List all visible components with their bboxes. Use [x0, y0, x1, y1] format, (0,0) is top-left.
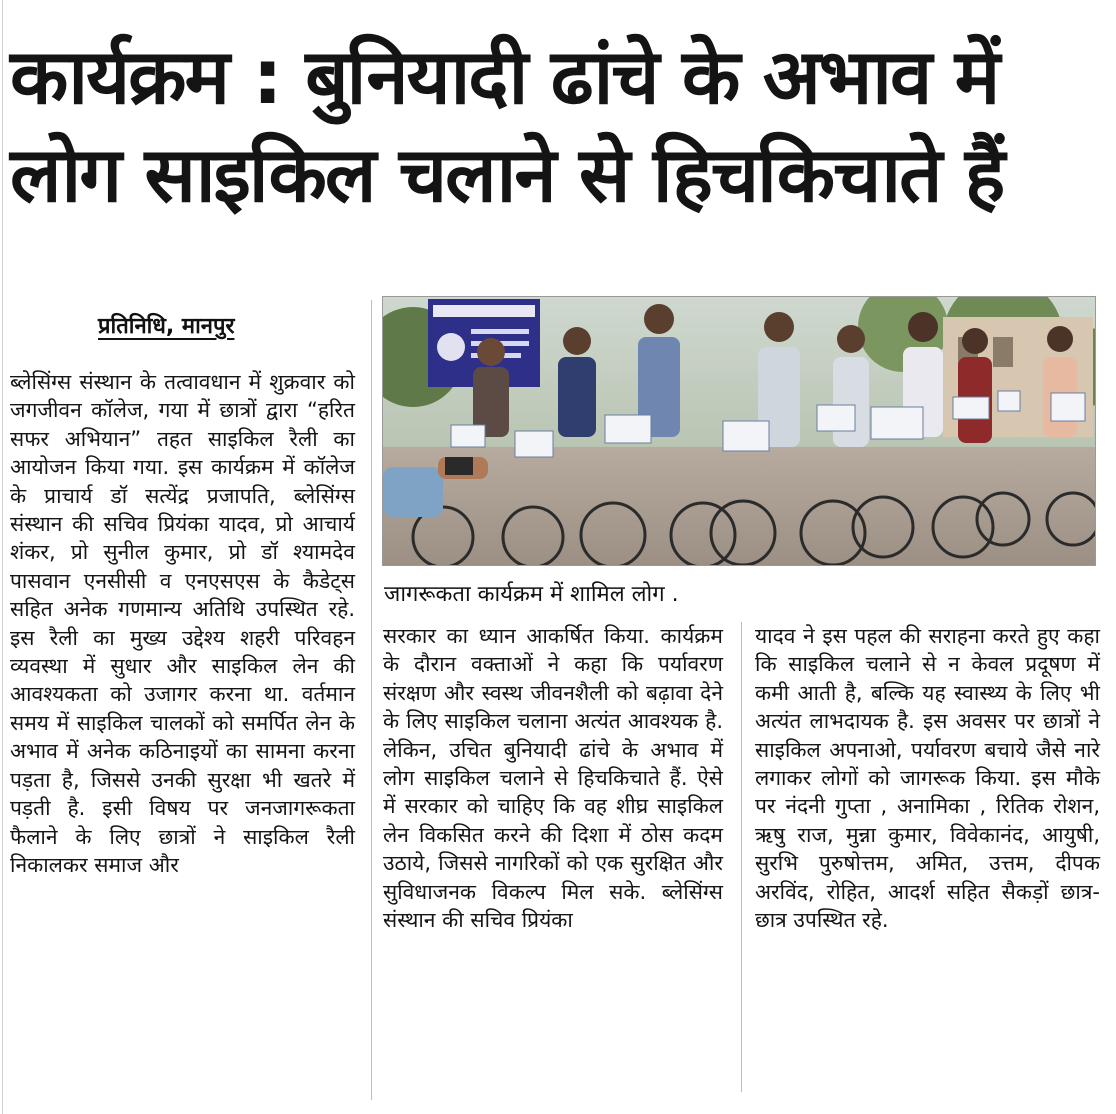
photo-caption: जागरूकता कार्यक्रम में शामिल लोग . [384, 582, 679, 607]
article-column-2: सरकार का ध्यान आकर्षित किया. कार्यक्रम के दौरान वक्ताओं ने कहा कि पर्यावरण संरक्षण और स्वस्थ जीवनशैली को बढ़ावा देने के लिए साइकिल चलाना अत्यंत आवश्यक है. लेकिन, उचित बुनियादी ढांचे के अभाव में लोग साइकिल चलाने से हिचकिचाते हैं. ऐसे में सरकार को चाहिए कि वह शीघ्र साइकिल लेन विकसित करने की दिशा में ठोस कदम उठाये, जिससे नागरिकों को एक सुरक्षित और सुविधाजनक विकल्प मिल सके. ब्लेसिंग्स संस्थान की सचिव प्रियंका [383, 624, 723, 933]
column-divider-2 [741, 622, 742, 1092]
article-column-3: यादव ने इस पहल की सराहना करते हुए कहा कि साइकिल चलाने से न केवल प्रदूषण में कमी आती है, बल्कि यह स्वास्थ्य के लिए भी अत्यंत लाभदायक है. इस अवसर पर छात्रों ने साइकिल अपनाओ, पर्यावरण बचाये जैसे नारे लगाकर लोगों को जागरूक किया. इस मौके पर नंदनी गुप्ता , अनामिका , रितिक रोशन, ऋषु राज, मुन्ना कुमार, विवेकानंद, आयुषी, सुरभि पुरुषोत्तम, अमित, उत्तम, दीपक अरविंद, रोहित, आदर्श सहित सैकड़ों छात्र-छात्र उपस्थित रहे. [755, 624, 1100, 933]
headline-line-2: लोग साइकिल चलाने से हिचकिचाते हैं [10, 130, 1004, 219]
column-divider-1 [371, 300, 372, 1100]
news-photo [382, 296, 1096, 566]
headline [10, 28, 1106, 224]
headline-line-1: कार्यक्रम : बुनियादी ढांचे के अभाव में [10, 32, 999, 121]
page-edge-rule [2, 0, 3, 1114]
byline: प्रतिनिधि, मानपुर [98, 314, 235, 339]
cycle-rally-photo [383, 297, 1095, 565]
article-column-1: ब्लेसिंग्स संस्थान के तत्वावधान में शुक्रवार को जगजीवन कॉलेज, गया में छात्रों द्वारा “हरित सफर अभियान” तहत साइकिल रैली का आयोजन किया गया. इस कार्यक्रम में कॉलेज के प्राचार्य डॉ सत्येंद्र प्रजापति, ब्लेसिंग्स संस्थान की सचिव प्रियंका यादव, प्रो आचार्य शंकर, प्रो सुनील कुमार, प्रो डॉ श्यामदेव पासवान एनसीसी व एनएसएस के कैडेट्स सहित अनेक गणमान्य अतिथि उपस्थित रहे. इस रैली का मुख्य उद्देश्य शहरी परिवहन व्यवस्था में सुधार और साइकिल लेन की आवश्यकता को उजागर करना था. वर्तमान समय में साइकिल चालकों को समर्पित लेन के अभाव में अनेक कठिनाइयों का सामना करना पड़ता है, जिससे उनकी सुरक्षा भी खतरे में पड़ती है. इसी विषय पर जनजागरूकता फैलाने के लिए छात्रों ने साइकिल रैली निकालकर समाज और [10, 370, 355, 877]
